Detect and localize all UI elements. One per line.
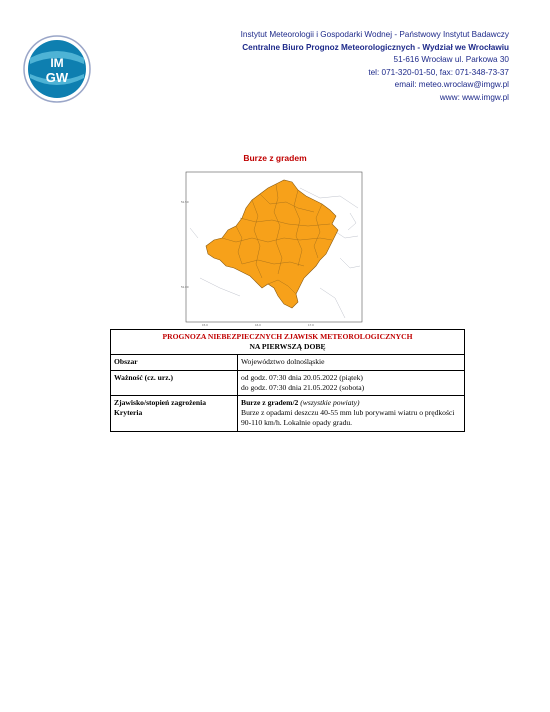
phenomenon-value-cell — [238, 396, 465, 432]
warning-map — [180, 168, 372, 328]
validity-label: Ważność (cz. urz.) — [111, 370, 238, 395]
phenomenon-scope: (wszystkie powiaty) — [300, 398, 360, 408]
table-row — [111, 355, 465, 370]
tick-label: 16.0 — [255, 323, 261, 327]
tick-label: 51.00 — [181, 285, 189, 289]
tick-label: 51.50 — [181, 200, 189, 204]
svg-text:IM: IM — [50, 56, 64, 70]
institute-name: Instytut Meteorologii i Gospodarki Wodnej - Państwowy Instytut Badawczy — [240, 30, 509, 39]
email[interactable]: email: meteo.wroclaw@imgw.pl — [394, 80, 509, 90]
caption-title: PROGNOZA NIEBEZPIECZNYCH ZJAWISK METEOROLOGICZNYCH — [162, 332, 413, 341]
website[interactable]: www: www.imgw.pl — [439, 92, 509, 102]
office-name: Centralne Biuro Prognoz Meteorologicznych - Wydział we Wrocławiu — [242, 42, 509, 52]
phenomenon-value: Burze z gradem/2 — [241, 398, 299, 408]
table-caption — [111, 330, 465, 355]
validity-from: od godz. 07:30 dnia 20.05.2022 (piątek) — [241, 372, 363, 382]
table-row — [111, 396, 465, 432]
caption-subtitle: NA PIERWSZĄ DOBĘ — [249, 342, 326, 352]
tick-label: 15.0 — [202, 323, 208, 327]
area-label: Obszar — [111, 355, 238, 370]
phenomenon-labels — [111, 396, 238, 432]
table-row — [111, 370, 465, 395]
phenomenon-label: Zjawisko/stopień zagrożenia — [114, 398, 207, 408]
svg-text:GW: GW — [45, 70, 69, 85]
address: 51-616 Wrocław ul. Parkowa 30 — [393, 55, 509, 65]
institute-header — [241, 29, 509, 105]
validity-value — [238, 370, 465, 395]
validity-to: do godz. 07:30 dnia 21.05.2022 (sobota) — [241, 382, 365, 392]
area-value: Województwo dolnośląskie — [238, 355, 465, 370]
phone-fax: tel: 071-320-01-50, fax: 071-348-73-37 — [368, 67, 509, 77]
imgw-logo — [22, 34, 92, 104]
forecast-table — [110, 329, 465, 432]
criteria-label: Kryteria — [114, 408, 143, 418]
criteria-value: Burze z opadami deszczu 40-55 mm lub porywami wiatru o prędkości 90-110 km/h. Lokalnie opady gradu. — [241, 408, 455, 428]
map-title: Burze z gradem — [243, 153, 307, 163]
tick-label: 17.0 — [308, 323, 314, 327]
